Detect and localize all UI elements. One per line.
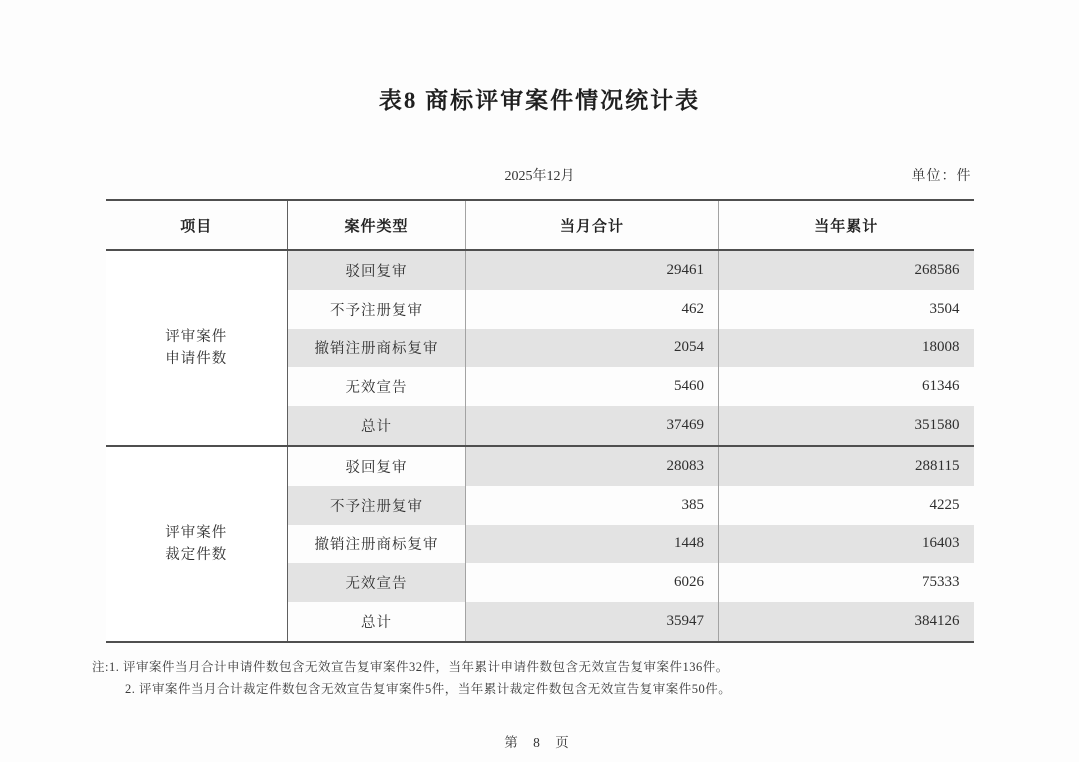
page-title: 表8 商标评审案件情况统计表: [378, 88, 701, 113]
month-total-cell: 29461: [466, 250, 719, 290]
footnote-line-2: 2. 评审案件当月合计裁定件数包含无效宣告复审案件5件，当年累计裁定件数包含无效宣告复审案件50件。: [125, 681, 732, 696]
table-row: [106, 446, 974, 486]
case-type-cell: 驳回复审: [288, 446, 466, 486]
section-item-label: [106, 250, 288, 446]
column-header-item: 项目: [106, 200, 288, 250]
case-type-cell: 无效宣告: [288, 367, 466, 406]
year-total-cell: 268586: [719, 250, 974, 290]
case-type-cell: 总计: [288, 602, 466, 642]
case-type-cell: 总计: [288, 406, 466, 446]
case-type-cell: 无效宣告: [288, 563, 466, 602]
section-ruling-count: [106, 446, 974, 642]
unit-label: 单位：件: [911, 169, 972, 184]
case-type-cell: 不予注册复审: [288, 290, 466, 329]
column-header-month-total: 当月合计: [466, 200, 719, 250]
case-type-cell: 撤销注册商标复审: [288, 329, 466, 368]
section-item-line: 评审案件: [165, 524, 228, 541]
year-total-cell: 16403: [719, 525, 974, 564]
footnotes: [92, 657, 992, 701]
meta-row: [106, 165, 974, 187]
column-header-year-total: 当年累计: [719, 200, 974, 250]
month-total-cell: 6026: [466, 563, 719, 602]
report-date: 2025年12月: [504, 169, 575, 184]
header-row: [106, 200, 974, 250]
section-item-line: 裁定件数: [165, 546, 228, 563]
year-total-cell: 384126: [719, 602, 974, 642]
case-type-cell: 驳回复审: [288, 250, 466, 290]
section-item-label: [106, 446, 288, 642]
month-total-cell: 37469: [466, 406, 719, 446]
year-total-cell: 288115: [719, 446, 974, 486]
table-header: [106, 200, 974, 250]
case-type-cell: 不予注册复审: [288, 486, 466, 525]
month-total-cell: 462: [466, 290, 719, 329]
month-total-cell: 5460: [466, 367, 719, 406]
year-total-cell: 351580: [719, 406, 974, 446]
table-row: [106, 250, 974, 290]
year-total-cell: 75333: [922, 574, 960, 591]
year-total-cell: 61346: [922, 378, 960, 395]
case-type-cell: 撤销注册商标复审: [288, 525, 466, 564]
footnote-line-1: 注:1. 评审案件当月合计申请件数包含无效宣告复审案件32件，当年累计申请件数包含无效宣告复审案件136件。: [92, 659, 729, 674]
column-header-case-type: 案件类型: [288, 200, 466, 250]
section-application-count: [106, 250, 974, 446]
year-total-cell: 18008: [719, 329, 974, 368]
page-number: 第 8 页: [504, 734, 575, 750]
month-total-cell: 385: [466, 486, 719, 525]
month-total-cell: 1448: [466, 525, 719, 564]
statistics-table: [106, 199, 974, 643]
month-total-cell: 28083: [466, 446, 719, 486]
month-total-cell: 35947: [466, 602, 719, 642]
month-total-cell: 2054: [466, 329, 719, 368]
year-total-cell: 4225: [929, 496, 960, 513]
year-total-cell: 3504: [929, 300, 960, 317]
section-item-line: 申请件数: [165, 350, 228, 367]
section-item-line: 评审案件: [165, 328, 228, 345]
